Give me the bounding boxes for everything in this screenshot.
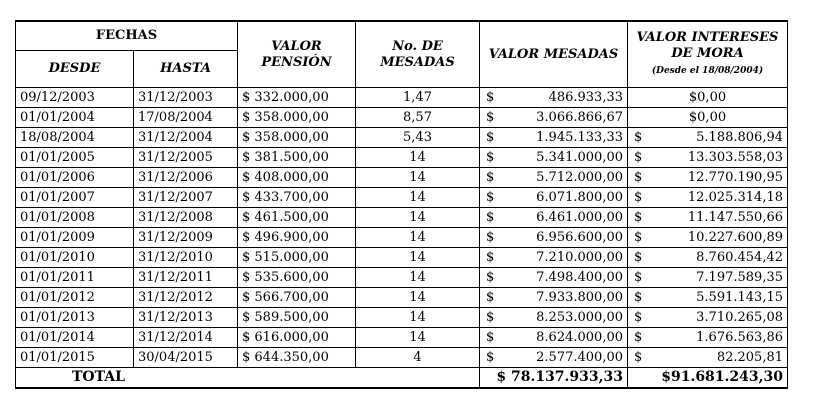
currency-symbol: $ xyxy=(486,170,495,185)
amount: 5.591.143,15 xyxy=(696,290,783,305)
pension-table-container xyxy=(15,20,788,389)
cell-desde: 18/08/2004 xyxy=(16,128,134,148)
currency-symbol: $ xyxy=(634,230,643,245)
cell-desde: 01/01/2006 xyxy=(16,168,134,188)
table-row xyxy=(16,208,788,228)
cell-intereses xyxy=(628,308,788,328)
currency-symbol: $ xyxy=(486,310,495,325)
cell-valor-mesadas xyxy=(480,348,628,368)
amount: 5.188.806,94 xyxy=(696,130,783,145)
cell-valor-mesadas xyxy=(480,108,628,128)
total-intereses: $91.681.243,30 xyxy=(628,368,788,389)
cell-intereses xyxy=(628,328,788,348)
header-valor-mesadas: VALOR MESADAS xyxy=(480,21,628,88)
cell-valor-pension: $ 644.350,00 xyxy=(238,348,356,368)
cell-hasta: 31/12/2009 xyxy=(134,228,238,248)
cell-intereses xyxy=(628,348,788,368)
currency-symbol: $ xyxy=(634,190,643,205)
amount: 6.461.000,00 xyxy=(536,210,623,225)
header-valor-pension xyxy=(238,21,356,88)
amount: 2.577.400,00 xyxy=(536,350,623,365)
cell-valor-pension: $ 589.500,00 xyxy=(238,308,356,328)
cell-valor-mesadas xyxy=(480,208,628,228)
cell-hasta: 31/12/2014 xyxy=(134,328,238,348)
table-body xyxy=(16,88,788,368)
cell-valor-pension: $ 616.000,00 xyxy=(238,328,356,348)
cell-valor-pension: $ 332.000,00 xyxy=(238,88,356,108)
cell-no-mesadas: 8,57 xyxy=(356,108,480,128)
currency-symbol: $ xyxy=(634,290,643,305)
table-row xyxy=(16,88,788,108)
total-label xyxy=(16,368,480,389)
currency-symbol: $ xyxy=(486,350,495,365)
cell-desde: 09/12/2003 xyxy=(16,88,134,108)
cell-valor-mesadas xyxy=(480,248,628,268)
cell-intereses xyxy=(628,188,788,208)
cell-intereses xyxy=(628,128,788,148)
amount: 7.210.000,00 xyxy=(536,250,623,265)
amount: 12.025.314,18 xyxy=(687,190,783,205)
header-fechas: FECHAS xyxy=(16,21,238,51)
cell-no-mesadas: 14 xyxy=(356,248,480,268)
cell-valor-mesadas xyxy=(480,308,628,328)
cell-intereses xyxy=(628,228,788,248)
currency-symbol: $ xyxy=(634,250,643,265)
currency-symbol: $ xyxy=(486,190,495,205)
amount: 12.770.190,95 xyxy=(687,170,783,185)
cell-valor-mesadas xyxy=(480,228,628,248)
cell-hasta: 31/12/2012 xyxy=(134,288,238,308)
cell-valor-pension: $ 515.000,00 xyxy=(238,248,356,268)
cell-valor-mesadas xyxy=(480,268,628,288)
table-row xyxy=(16,268,788,288)
cell-desde: 01/01/2012 xyxy=(16,288,134,308)
cell-valor-mesadas xyxy=(480,288,628,308)
currency-symbol: $ xyxy=(486,90,495,105)
amount: 5.341.000,00 xyxy=(536,150,623,165)
cell-no-mesadas: 14 xyxy=(356,188,480,208)
cell-valor-mesadas xyxy=(480,188,628,208)
currency-symbol: $ xyxy=(634,270,643,285)
cell-no-mesadas: 14 xyxy=(356,228,480,248)
cell-valor-pension: $ 408.000,00 xyxy=(238,168,356,188)
amount: 7.197.589,35 xyxy=(696,270,783,285)
currency-symbol: $ xyxy=(486,210,495,225)
cell-valor-mesadas xyxy=(480,88,628,108)
table-row xyxy=(16,148,788,168)
amount: 486.933,33 xyxy=(548,90,623,105)
currency-symbol: $ xyxy=(486,330,495,345)
cell-intereses xyxy=(628,168,788,188)
cell-intereses: $0,00 xyxy=(628,108,788,128)
cell-valor-pension: $ 496.900,00 xyxy=(238,228,356,248)
amount: 8.760.454,42 xyxy=(696,250,783,265)
amount: 13.303.558,03 xyxy=(687,150,783,165)
cell-hasta: 31/12/2007 xyxy=(134,188,238,208)
header-valor-intereses-note: (Desde el 18/08/2004) xyxy=(651,66,764,76)
cell-no-mesadas: 5,43 xyxy=(356,128,480,148)
cell-desde: 01/01/2015 xyxy=(16,348,134,368)
amount: 3.066.866,67 xyxy=(536,110,623,125)
currency-symbol: $ xyxy=(634,210,643,225)
header-no-mesadas-label: No. DE MESADAS xyxy=(380,38,455,70)
amount: 11.147.550,66 xyxy=(687,210,783,225)
amount: 1.676.563,86 xyxy=(696,330,783,345)
table-row xyxy=(16,328,788,348)
cell-hasta: 31/12/2013 xyxy=(134,308,238,328)
currency-symbol: $ xyxy=(486,230,495,245)
cell-desde: 01/01/2004 xyxy=(16,108,134,128)
total-valor-mesadas: $ 78.137.933,33 xyxy=(480,368,628,389)
cell-hasta: 31/12/2010 xyxy=(134,248,238,268)
table-row xyxy=(16,348,788,368)
amount: 7.498.400,00 xyxy=(536,270,623,285)
cell-no-mesadas: 14 xyxy=(356,268,480,288)
cell-valor-pension: $ 535.600,00 xyxy=(238,268,356,288)
header-valor-intereses xyxy=(628,21,788,88)
cell-desde: 01/01/2010 xyxy=(16,248,134,268)
cell-no-mesadas: 14 xyxy=(356,168,480,188)
cell-desde: 01/01/2014 xyxy=(16,328,134,348)
cell-valor-mesadas xyxy=(480,168,628,188)
amount: 5.712.000,00 xyxy=(536,170,623,185)
cell-desde: 01/01/2008 xyxy=(16,208,134,228)
header-desde: DESDE xyxy=(16,51,134,88)
currency-symbol: $ xyxy=(486,270,495,285)
cell-valor-pension: $ 358.000,00 xyxy=(238,128,356,148)
amount: 6.956.600,00 xyxy=(536,230,623,245)
amount: 6.071.800,00 xyxy=(536,190,623,205)
cell-intereses xyxy=(628,268,788,288)
header-hasta: HASTA xyxy=(134,51,238,88)
currency-symbol: $ xyxy=(634,350,643,365)
currency-symbol: $ xyxy=(634,170,643,185)
cell-valor-pension: $ 461.500,00 xyxy=(238,208,356,228)
pension-table xyxy=(15,20,788,389)
cell-hasta: 31/12/2008 xyxy=(134,208,238,228)
amount: 10.227.600,89 xyxy=(687,230,783,245)
currency-symbol: $ xyxy=(486,150,495,165)
currency-symbol: $ xyxy=(486,110,495,125)
cell-valor-pension: $ 381.500,00 xyxy=(238,148,356,168)
cell-no-mesadas: 14 xyxy=(356,148,480,168)
cell-hasta: 30/04/2015 xyxy=(134,348,238,368)
currency-symbol: $ xyxy=(634,130,643,145)
cell-valor-pension: $ 433.700,00 xyxy=(238,188,356,208)
table-row xyxy=(16,248,788,268)
cell-no-mesadas: 1,47 xyxy=(356,88,480,108)
currency-symbol: $ xyxy=(486,130,495,145)
cell-hasta: 17/08/2004 xyxy=(134,108,238,128)
cell-intereses: $0,00 xyxy=(628,88,788,108)
currency-symbol: $ xyxy=(486,290,495,305)
currency-symbol: $ xyxy=(634,310,643,325)
cell-valor-pension: $ 358.000,00 xyxy=(238,108,356,128)
amount: 8.624.000,00 xyxy=(536,330,623,345)
table-row xyxy=(16,128,788,148)
total-label-text: TOTAL xyxy=(72,369,125,385)
amount: 3.710.265,08 xyxy=(696,310,783,325)
table-row xyxy=(16,168,788,188)
amount: 1.945.133,33 xyxy=(536,130,623,145)
cell-intereses xyxy=(628,148,788,168)
cell-no-mesadas: 14 xyxy=(356,208,480,228)
header-valor-intereses-label: VALOR INTERESES DE MORA xyxy=(636,30,779,61)
total-row xyxy=(16,368,788,389)
cell-no-mesadas: 14 xyxy=(356,288,480,308)
currency-symbol: $ xyxy=(634,330,643,345)
cell-no-mesadas: 14 xyxy=(356,308,480,328)
table-row xyxy=(16,188,788,208)
amount: 8.253.000,00 xyxy=(536,310,623,325)
table-row xyxy=(16,108,788,128)
header-valor-pension-label: VALOR PENSIÓN xyxy=(261,38,332,70)
amount: 7.933.800,00 xyxy=(536,290,623,305)
currency-symbol: $ xyxy=(634,150,643,165)
cell-valor-mesadas xyxy=(480,148,628,168)
header-no-mesadas xyxy=(356,21,480,88)
cell-no-mesadas: 14 xyxy=(356,328,480,348)
table-row xyxy=(16,288,788,308)
cell-hasta: 31/12/2011 xyxy=(134,268,238,288)
cell-desde: 01/01/2011 xyxy=(16,268,134,288)
cell-desde: 01/01/2007 xyxy=(16,188,134,208)
cell-desde: 01/01/2013 xyxy=(16,308,134,328)
cell-desde: 01/01/2005 xyxy=(16,148,134,168)
cell-hasta: 31/12/2003 xyxy=(134,88,238,108)
cell-hasta: 31/12/2006 xyxy=(134,168,238,188)
cell-valor-mesadas xyxy=(480,328,628,348)
cell-desde: 01/01/2009 xyxy=(16,228,134,248)
cell-valor-mesadas xyxy=(480,128,628,148)
cell-no-mesadas: 4 xyxy=(356,348,480,368)
table-row xyxy=(16,228,788,248)
cell-intereses xyxy=(628,208,788,228)
currency-symbol: $ xyxy=(486,250,495,265)
cell-intereses xyxy=(628,288,788,308)
cell-valor-pension: $ 566.700,00 xyxy=(238,288,356,308)
cell-hasta: 31/12/2004 xyxy=(134,128,238,148)
cell-intereses xyxy=(628,248,788,268)
cell-hasta: 31/12/2005 xyxy=(134,148,238,168)
amount: 82.205,81 xyxy=(716,350,783,365)
table-row xyxy=(16,308,788,328)
